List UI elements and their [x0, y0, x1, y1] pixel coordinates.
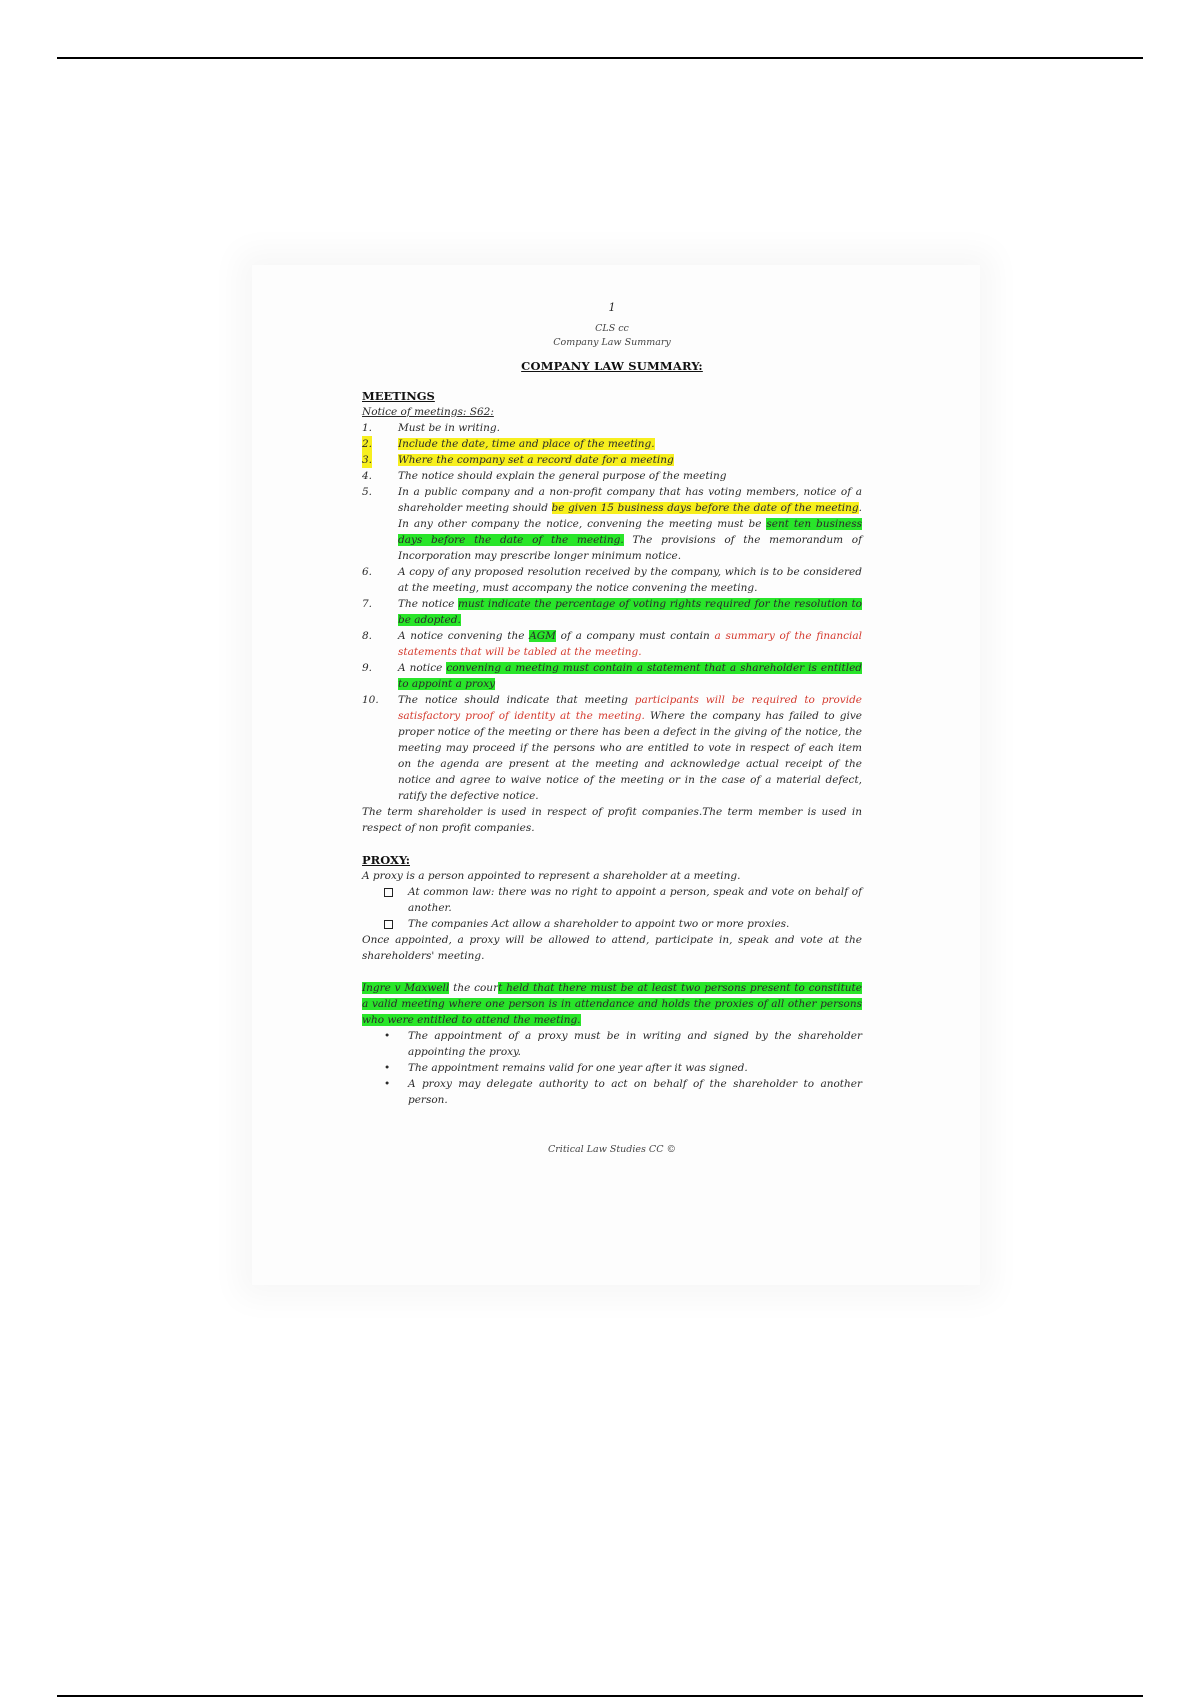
- list-item: 6. A copy of any proposed resolution received by the company, which is to be considered at the meeting, must accompany the notice convening the meeting.: [362, 566, 862, 594]
- highlight-yellow: Include the date, time and place of the meeting.: [398, 438, 655, 450]
- list-item: 8. A notice convening the AGM of a company must contain a summary of the financial statements that will be tabled at the meeting.: [362, 630, 862, 658]
- meetings-heading: MEETINGS: [362, 389, 435, 403]
- top-divider: [57, 57, 1143, 59]
- closing-paragraph: The term shareholder is used in respect of profit companies.The term member is used in respect of non profit companies.: [362, 806, 862, 834]
- page-number: 1: [608, 301, 616, 314]
- checkbox-bullet-icon: [384, 920, 393, 929]
- highlight-green: AGM: [529, 630, 556, 642]
- highlight-green: convening a meeting must contain a statement that a shareholder is entitled to appoint a proxy: [398, 662, 862, 690]
- list-item: 3. Where the company set a record date for a meeting: [362, 454, 674, 466]
- bullet-icon: •: [384, 1078, 391, 1090]
- document-title: COMPANY LAW SUMMARY:: [521, 359, 703, 373]
- list-item: • The appointment of a proxy must be in writing and signed by the shareholder appointing the proxy.: [384, 1030, 862, 1058]
- proxy-intro: A proxy is a person appointed to represent a shareholder at a meeting.: [362, 870, 741, 882]
- list-item: 7. The notice must indicate the percentage of voting rights required for the resolution to be adopted.: [362, 598, 862, 626]
- list-item: • A proxy may delegate authority to act on behalf of the shareholder to another person.: [384, 1078, 862, 1106]
- bottom-divider: [57, 1695, 1143, 1697]
- header-line-2: Company Law Summary: [553, 337, 671, 348]
- highlight-green: sent ten business days before the date of the meeting.: [398, 518, 862, 546]
- list-item: 2. Include the date, time and place of the meeting.: [362, 438, 655, 450]
- list-item: 1. Must be in writing.: [362, 422, 500, 434]
- red-text: participants will be required to provide satisfactory proof of identity at the meeting.: [398, 694, 863, 722]
- list-item: • The appointment remains valid for one year after it was signed.: [384, 1062, 748, 1074]
- highlight-yellow: Where the company set a record date for a meeting: [398, 454, 674, 466]
- document-content: [362, 300, 862, 1158]
- list-item: 5. In a public company and a non-profit company that has voting members, notice of a shareholder meeting should be given 15 business days before the date of the meeting. In any other company the notice, convening the meeting must be sent ten business days before the date of the meeting. The provisions of the memorandum of Incorporation may prescribe longer minimum notice.: [362, 486, 862, 562]
- bullet-icon: •: [384, 1062, 391, 1074]
- highlight-green: must indicate the percentage of voting rights required for the resolution to be adopted.: [398, 598, 862, 626]
- proxy-heading: PROXY:: [362, 853, 410, 867]
- page-footer: Critical Law Studies CC ©: [547, 1144, 676, 1155]
- list-item: 9. A notice convening a meeting must contain a statement that a shareholder is entitled to appoint a proxy: [362, 662, 862, 690]
- list-item: 4. The notice should explain the general purpose of the meeting: [362, 470, 727, 482]
- list-item: The companies Act allow a shareholder to appoint two or more proxies.: [362, 916, 862, 932]
- highlight-yellow: be given 15 business days before the date of the meeting: [551, 502, 859, 514]
- highlight-green: t held that there must be at least two persons present to constitute a valid meeting where one person is in attendance and holds the proxies of all other persons who were entitled to attend the meeting.: [362, 982, 862, 1026]
- bullet-icon: •: [384, 1030, 391, 1042]
- checkbox-bullet-icon: [384, 888, 393, 897]
- red-text: a summary of the financial statements that will be tabled at the meeting.: [398, 630, 862, 658]
- list-item: 10. The notice should indicate that meeting participants will be required to provide satisfactory proof of identity at the meeting. Where the company has failed to give proper notice of the meeting or there has been a defect in the giving of the notice, the meeting may proceed if the persons who are entitled to vote in respect of each item on the agenda are present at the meeting and acknowledge actual receipt of the notice and agree to waive notice of the meeting or in the case of a material defect, ratify the defective notice.: [362, 694, 863, 802]
- header-line-1: CLS cc: [595, 323, 629, 334]
- notice-subheading: Notice of meetings: S62:: [362, 406, 494, 418]
- case-paragraph: Ingre v Maxwell the court held that there must be at least two persons present to constitute a valid meeting where one person is in attendance and holds the proxies of all other persons who were entitled to attend the meeting.: [362, 982, 862, 1026]
- list-item: At common law: there was no right to appoint a person, speak and vote on behalf of another.: [362, 884, 862, 916]
- case-name: Ingre v Maxwell: [362, 982, 450, 994]
- proxy-after: Once appointed, a proxy will be allowed to attend, participate in, speak and vote at the shareholders' meeting.: [362, 934, 862, 962]
